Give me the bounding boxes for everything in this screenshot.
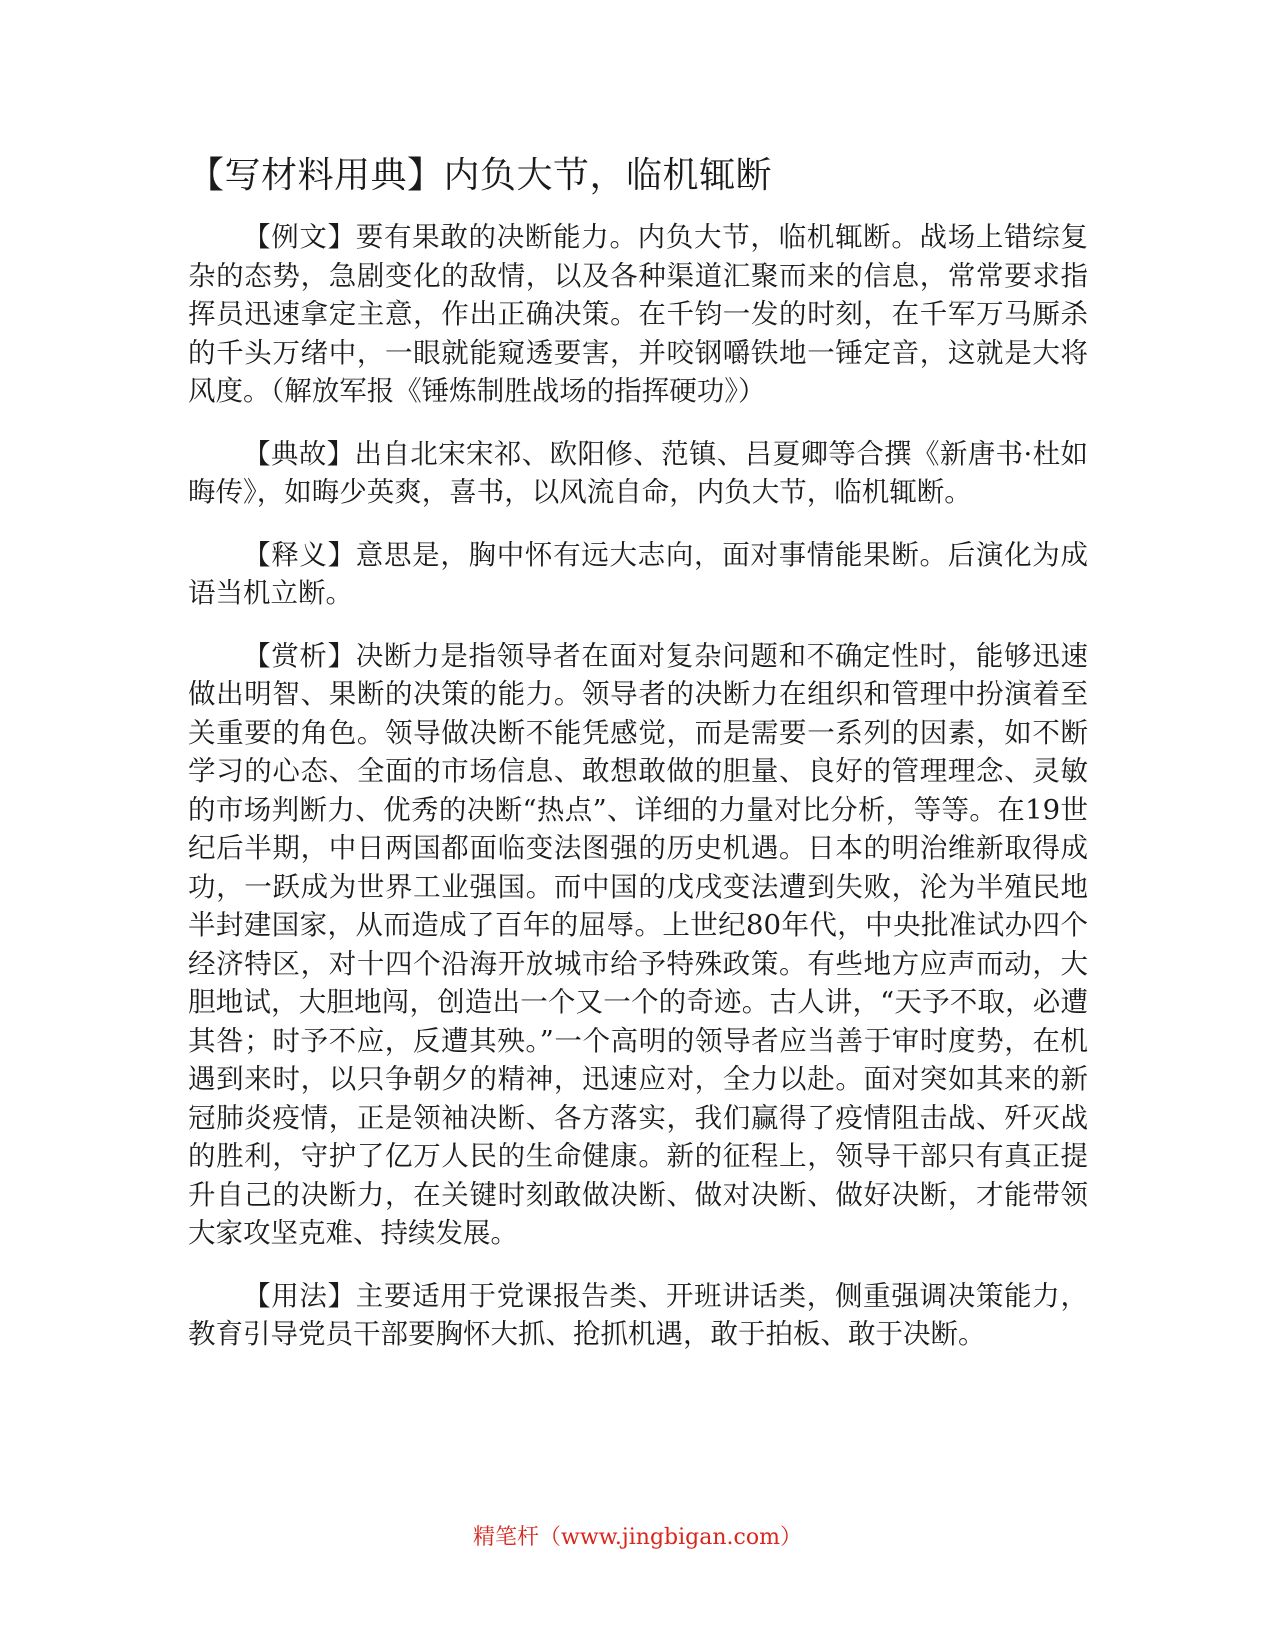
meaning-paragraph: 【释义】意思是，胸中怀有远大志向，面对事情能果断。后演化为成语当机立断。 xyxy=(188,538,1088,609)
allusion-paragraph: 【典故】出自北宋宋祁、欧阳修、范镇、吕夏卿等合撰《新唐书·杜如晦传》，如晦少英爽，喜书，以风流自命，内负大节，临机辄断。 xyxy=(188,437,1088,508)
example-paragraph: 【例文】要有果敢的决断能力。内负大节，临机辄断。战场上错综复杂的态势，急剧变化的敌情，以及各种渠道汇聚而来的信息，常常要求指挥员迅速拿定主意，作出正确决策。在千钧一发的时刻，在千军万马厮杀的千头万绪中，一眼就能窥透要害，并咬钢嚼铁地一锤定音，这就是大将风度。（解放军报《锤炼制胜战场的指挥硬功》） xyxy=(188,221,1088,407)
usage-paragraph: 【用法】主要适用于党课报告类、开班讲话类，侧重强调决策能力，教育引导党员干部要胸怀大抓、抢抓机遇，敢于拍板、敢于决断。 xyxy=(188,1279,1088,1350)
page-title: 【写材料用典】内负大节，临机辄断 xyxy=(188,155,773,196)
analysis-paragraph: 【赏析】决断力是指领导者在面对复杂问题和不确定性时，能够迅速做出明智、果断的决策的能力。领导者的决断力在组织和管理中扮演着至关重要的角色。领导做决断不能凭感觉，而是需要一系列的因素，如不断学习的心态、全面的市场信息、敢想敢做的胆量、良好的管理理念、灵敏的市场判断力、优秀的决断“热点”、详细的力量对比分析，等等。在19世纪后半期，中日两国都面临变法图强的历史机遇。日本的明治维新取得成功，一跃成为世界工业强国。而中国的戊戌变法遭到失败，沦为半殖民地半封建国家，从而造成了百年的屈辱。上世纪80年代，中央批准试办四个经济特区，对十四个沿海开放城市给予特殊政策。有些地方应声而动，大胆地试，大胆地闯，创造出一个又一个的奇迹。古人讲，“天予不取，必遭其咎；时予不应，反遭其殃。”一个高明的领导者应当善于审时度势，在机遇到来时，以只争朝夕的精神，迅速应对，全力以赴。面对突如其来的新冠肺炎疫情，正是领袖决断、各方落实，我们赢得了疫情阻击战、歼灭战的胜利，守护了亿万人民的生命健康。新的征程上，领导干部只有真正提升自己的决断力，在关键时刻敢做决断、做对决断、做好决断，才能带领大家攻坚克难、持续发展。 xyxy=(188,639,1088,1249)
document-body xyxy=(188,150,1088,1378)
footer-watermark: 精笔杆（www.jingbigan.com） xyxy=(473,1525,802,1550)
